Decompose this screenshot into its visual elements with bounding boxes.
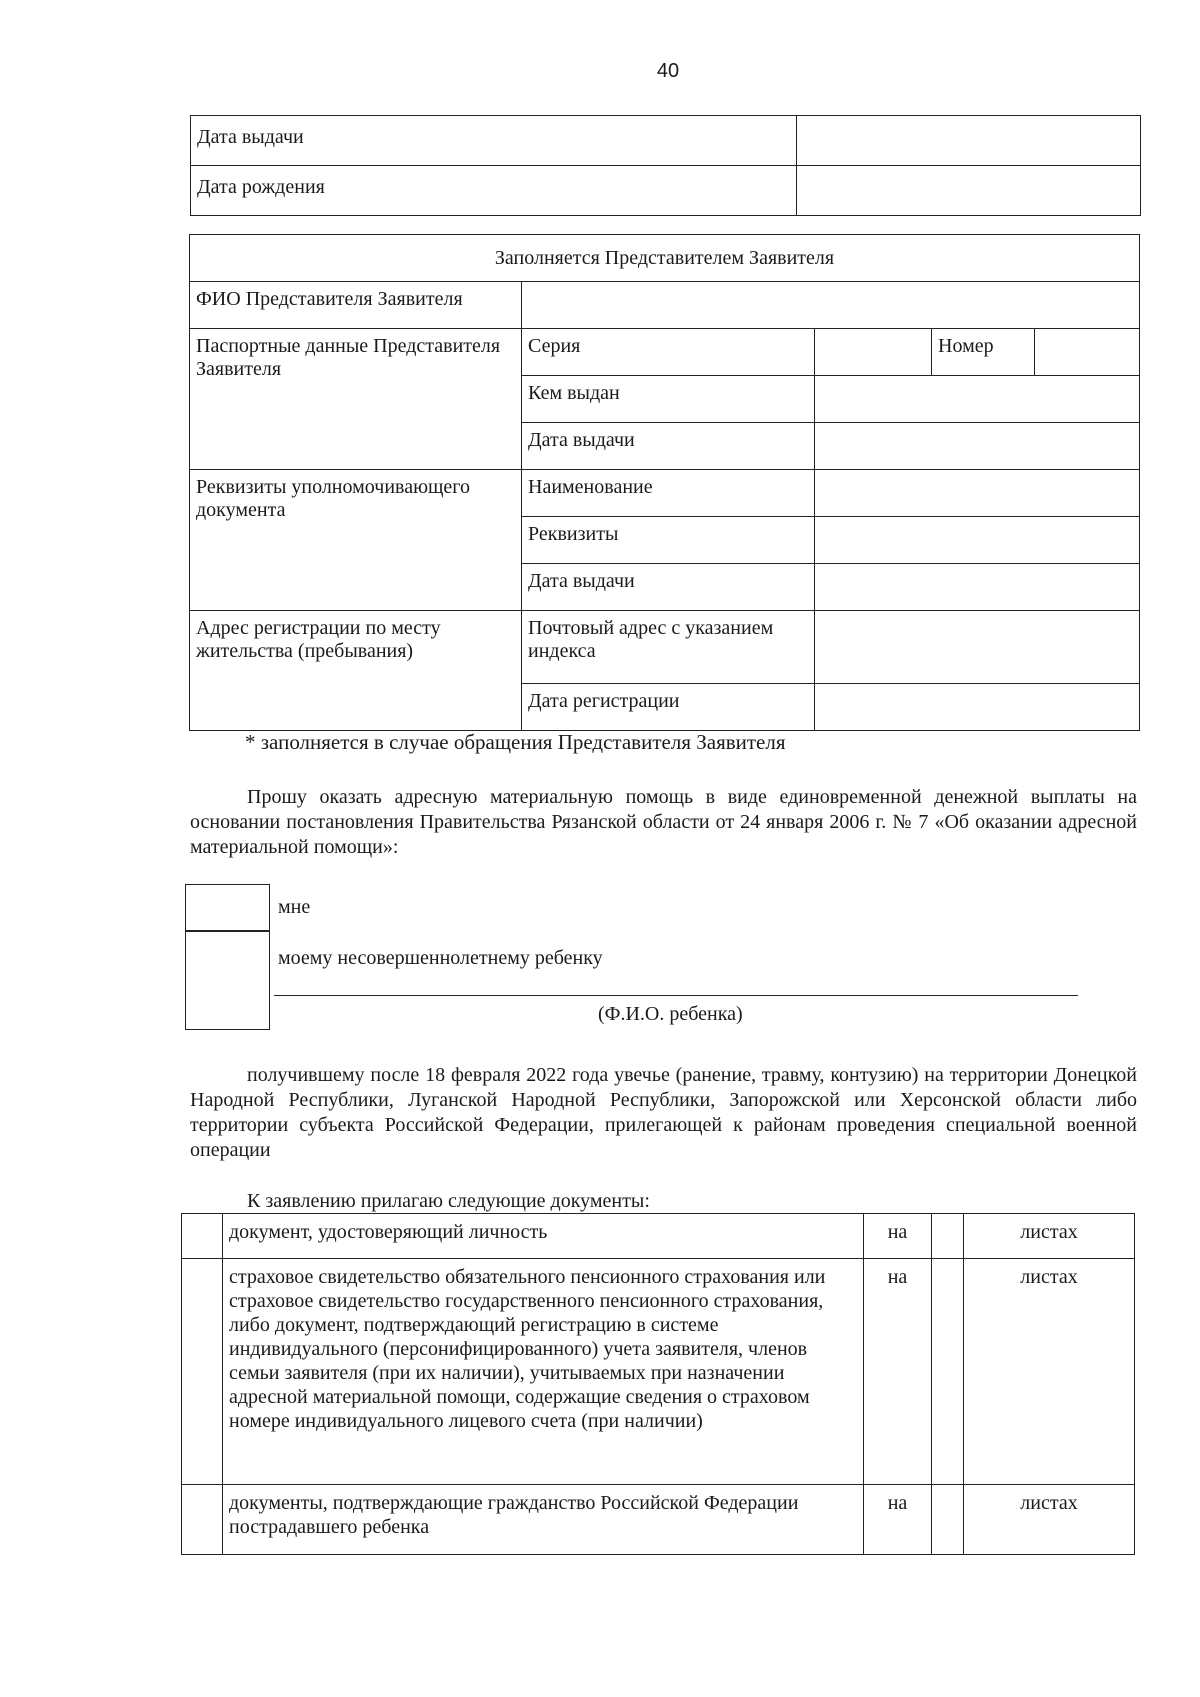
document-sheets-label: листах [964, 1485, 1135, 1555]
document-sheets-label: листах [964, 1214, 1135, 1259]
authority-issue-date-field[interactable] [815, 564, 1140, 611]
representative-section-title: Заполняется Представителем Заявителя [190, 235, 1140, 282]
document-checkbox[interactable] [182, 1214, 223, 1259]
injury-text: получившему после 18 февраля 2022 года увечье (ранение, травму, контузию) на территории Донецкой Народной Республики, Луганской Народной Республики, Запорожской или Херсонской области либо территории субъекта Российской Федерации, прилегающей к районам проведения специальной военной операции [190, 1064, 1137, 1161]
passport-number-field[interactable] [1035, 329, 1140, 376]
issue-date-field[interactable] [797, 116, 1141, 166]
document-name: документы, подтверждающие гражданство Российской Федерации пострадавшего ребенка [223, 1485, 864, 1555]
document-checkbox[interactable] [182, 1259, 223, 1485]
representative-table [189, 234, 1140, 731]
authority-name-field[interactable] [815, 470, 1140, 517]
passport-number-label: Номер [932, 329, 1035, 376]
registration-date-label: Дата регистрации [522, 684, 815, 731]
table-row [190, 282, 1140, 329]
representative-fio-field[interactable] [522, 282, 1140, 329]
issue-birth-table [190, 115, 1141, 216]
table-row [190, 235, 1140, 282]
documents-table [181, 1213, 1135, 1555]
page-number: 40 [656, 60, 680, 82]
document-sheet-count[interactable] [932, 1214, 964, 1259]
postal-address-label: Почтовый адрес с указанием индекса [522, 611, 815, 684]
child-checkbox[interactable] [185, 931, 270, 1030]
registration-address-label: Адрес регистрации по месту жительства (пребывания) [190, 611, 522, 731]
option-child-label: моему несовершеннолетнему ребенку [278, 947, 603, 969]
issue-date-label: Дата выдачи [191, 116, 797, 166]
footnote: * заполняется в случае обращения Представителя Заявителя [245, 730, 786, 754]
postal-address-field[interactable] [815, 611, 1140, 684]
table-row [191, 116, 1141, 166]
injury-paragraph [190, 1063, 1137, 1163]
passport-series-field[interactable] [815, 329, 932, 376]
option-me-label: мне [278, 896, 311, 918]
authority-requisites-label: Реквизиты [522, 517, 815, 564]
request-paragraph [190, 785, 1137, 860]
birth-date-field[interactable] [797, 166, 1141, 216]
table-row [190, 329, 1140, 376]
document-na-label: на [864, 1259, 932, 1485]
document-checkbox[interactable] [182, 1485, 223, 1555]
authority-issue-date-label: Дата выдачи [522, 564, 815, 611]
table-row [182, 1485, 1135, 1555]
document-na-label: на [864, 1214, 932, 1259]
authority-name-label: Наименование [522, 470, 815, 517]
passport-series-label: Серия [522, 329, 815, 376]
passport-data-label: Паспортные данные Представителя Заявителя [190, 329, 522, 470]
passport-issued-by-field[interactable] [815, 376, 1140, 423]
table-row [190, 611, 1140, 684]
document-sheet-count[interactable] [932, 1485, 964, 1555]
passport-issue-date-field[interactable] [815, 423, 1140, 470]
document-name: документ, удостоверяющий личность [223, 1214, 864, 1259]
document-sheet-count[interactable] [932, 1259, 964, 1485]
child-fio-line[interactable] [274, 995, 1078, 996]
document-sheets-label: листах [964, 1259, 1135, 1485]
table-row [191, 166, 1141, 216]
authority-document-label: Реквизиты уполномочивающего документа [190, 470, 522, 611]
authority-requisites-field[interactable] [815, 517, 1140, 564]
registration-date-field[interactable] [815, 684, 1140, 731]
child-fio-caption: (Ф.И.О. ребенка) [598, 1003, 743, 1025]
passport-issued-by-label: Кем выдан [522, 376, 815, 423]
document-name: страховое свидетельство обязательного пенсионного страхования или страховое свидетельство государственного пенсионного страхования, либо документ, подтверждающий регистрацию в системе индивидуального (персонифицированного) учета заявителя, членов семьи заявителя (при их наличии), учитываемых при назначении адресной материальной помощи, содержащие сведения о страховом номере индивидуального лицевого счета (при наличии) [223, 1259, 864, 1485]
request-text: Прошу оказать адресную материальную помощь в виде единовременной денежной выплаты на основании постановления Правительства Рязанской области от 24 января 2006 г. № 7 «Об оказании адресной материальной помощи»: [190, 786, 1137, 858]
table-row [182, 1259, 1135, 1485]
attachments-intro: К заявлению прилагаю следующие документы: [247, 1190, 650, 1212]
me-checkbox[interactable] [185, 884, 270, 931]
passport-issue-date-label: Дата выдачи [522, 423, 815, 470]
birth-date-label: Дата рождения [191, 166, 797, 216]
table-row [182, 1214, 1135, 1259]
representative-fio-label: ФИО Представителя Заявителя [190, 282, 522, 329]
document-na-label: на [864, 1485, 932, 1555]
table-row [190, 470, 1140, 517]
